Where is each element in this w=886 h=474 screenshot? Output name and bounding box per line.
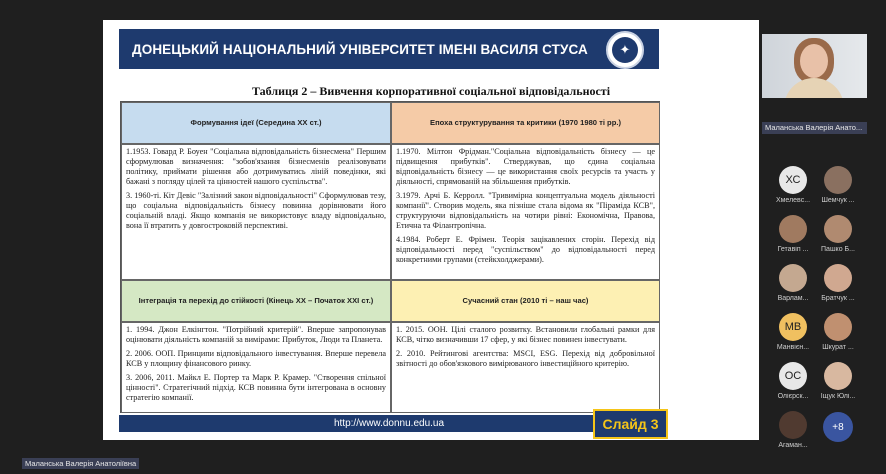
footer-url: http://www.donnu.edu.ua bbox=[119, 415, 659, 432]
presenter-video[interactable] bbox=[762, 34, 867, 98]
participant-name: Шкурат ... bbox=[822, 344, 854, 351]
cell-integration bbox=[121, 322, 391, 413]
participant-tile[interactable] bbox=[816, 166, 860, 204]
header-structuring: Епоха структурування та критики (1970 1980 ті рр.) bbox=[391, 102, 660, 144]
participant-name: Гетавіп ... bbox=[777, 246, 809, 253]
participant-avatar bbox=[824, 166, 852, 194]
current-item-2: 2. 2010. Рейтингові агентства: MSCI, ESG. Перехід від добровільної звітності до обов'язкового вимірюваного інвестиційного критерію. bbox=[396, 349, 655, 368]
participant-tile[interactable] bbox=[771, 166, 815, 204]
university-banner: ДОНЕЦЬКИЙ НАЦІОНАЛЬНИЙ УНІВЕРСИТЕТ ІМЕНІ ВАСИЛЯ СТУСА bbox=[119, 29, 659, 69]
formation-item-1: 1.1953. Говард Р. Боуен "Соціальна відповідальність бізнесмена" Першим сформулював визначення: "зобов'язання бізнесменів реалізовувати політику, приймати рішення або дотримуватись ліній поведінки, які бажані з погляду цілей та цінностей нашого суспільства". bbox=[126, 147, 386, 186]
participant-avatar: МВ bbox=[779, 313, 807, 341]
participant-tile[interactable] bbox=[771, 264, 815, 302]
csr-table bbox=[120, 101, 660, 413]
cell-structuring bbox=[391, 144, 660, 280]
participant-name: Пашко Б... bbox=[821, 246, 855, 253]
presenter-name: Маланська Валерія Анато... bbox=[762, 122, 867, 134]
participant-tile[interactable] bbox=[771, 362, 815, 400]
participant-tile[interactable] bbox=[771, 411, 815, 449]
integration-item-3: 3. 2006, 2011. Майкл Е. Портер та Марк Р. Крамер. "Створення спільної цінності". Стратегічний підхід. КСВ повинна бути інтегрована в основну стратегію компанії. bbox=[126, 373, 386, 402]
participant-tile[interactable] bbox=[771, 215, 815, 253]
formation-item-2: 3. 1960-ті. Кіт Девіс "Залізний закон відповідальності" Сформулював тезу, що соціальна відповідальність бізнесу повинна дорівнювати його соціальній владі. Якщо компанія не використовує владу відповідально, вона її втратить у довгостроковій перспективі. bbox=[126, 191, 386, 230]
participant-tile[interactable] bbox=[771, 313, 815, 351]
participant-avatar bbox=[779, 411, 807, 439]
current-item-1: 1. 2015. ООН. Цілі сталого розвитку. Встановили глобальні рамки для КСВ, чітко визначивши 17 сфер, у які бізнес повинен інвестувати. bbox=[396, 325, 655, 344]
structuring-item-2: 3.1979. Арчі Б. Керролл. "Тривимірна концептуальна модель діяльності компанії". Створив модель, яка пізніше стала відома як "Піраміда КСВ", структуруючи відповідальність на чотири рівні: Економічна, Правова, Етична та Філантропічна. bbox=[396, 191, 655, 230]
participant-avatar bbox=[779, 264, 807, 292]
bottom-speaker-label: Маланська Валерія Анатоліївна bbox=[22, 458, 139, 469]
university-logo-icon bbox=[606, 31, 644, 69]
participant-avatar: ХС bbox=[779, 166, 807, 194]
presentation-slide bbox=[103, 20, 759, 440]
header-integration: Інтеграція та перехід до стійкості (Кінець XX – Початок XXI ст.) bbox=[121, 280, 391, 322]
header-current-state: Сучасний стан (2010 ті – наш час) bbox=[391, 280, 660, 322]
participant-name: Братчук ... bbox=[821, 295, 855, 302]
participant-name: Шемчук ... bbox=[821, 197, 855, 204]
integration-item-2: 2. 2006. ООП. Принципи відповідального інвестування. Вперше перевела КСВ у площину фінансового ринку. bbox=[126, 349, 386, 368]
participant-avatar bbox=[779, 215, 807, 243]
participant-name: Манвієн... bbox=[776, 344, 810, 351]
participant-tile[interactable] bbox=[816, 264, 860, 302]
participant-name: Олієрск... bbox=[777, 393, 809, 400]
participant-avatar bbox=[824, 264, 852, 292]
slide-number-badge: Слайд 3 bbox=[593, 409, 668, 439]
structuring-item-1: 1.1970. Мілтон Фрідман."Соціальна відповідальність бізнесу — це підвищення прибутків". Стверджував, що єдина соціальна відповідальність бізнесу — це використання своїх ресурсів та участь у діяльності, спрямованій на збільшення прибутків. bbox=[396, 147, 655, 186]
cell-formation bbox=[121, 144, 391, 280]
participant-tile[interactable] bbox=[816, 215, 860, 253]
table-title: Таблиця 2 – Вивчення корпоративної соціальної відповідальності bbox=[251, 84, 611, 98]
header-formation: Формування ідеї (Середина XX ст.) bbox=[121, 102, 391, 144]
presenter-face bbox=[800, 44, 828, 78]
participant-tile[interactable] bbox=[816, 362, 860, 400]
participant-name: Іщук Юлі... bbox=[820, 393, 856, 400]
participant-tile[interactable] bbox=[816, 313, 860, 351]
participant-avatar bbox=[824, 215, 852, 243]
participant-avatar: ОС bbox=[779, 362, 807, 390]
logo-emblem-icon: ✦ bbox=[612, 37, 638, 63]
participant-avatar bbox=[824, 313, 852, 341]
participant-name: Варлам... bbox=[777, 295, 809, 302]
participant-name: Агаман... bbox=[778, 442, 808, 449]
structuring-item-3: 4.1984. Роберт Е. Фрімен. Теорія зацікавлених сторін. Перехід від відповідальності перед "суспільством" до відповідальності перед конкретними групами (стейкхолджерами). bbox=[396, 235, 655, 264]
cell-current-state bbox=[391, 322, 660, 413]
more-participants-button[interactable]: +8 bbox=[823, 412, 853, 442]
integration-item-1: 1. 1994. Джон Елкінгтон. "Потрійний критерій". Вперше запропонував оцінювати діяльність компаній за вимірами: Прибуток, Люди та Планета. bbox=[126, 325, 386, 344]
participant-name: Хмелевс... bbox=[775, 197, 811, 204]
participant-avatar bbox=[824, 362, 852, 390]
